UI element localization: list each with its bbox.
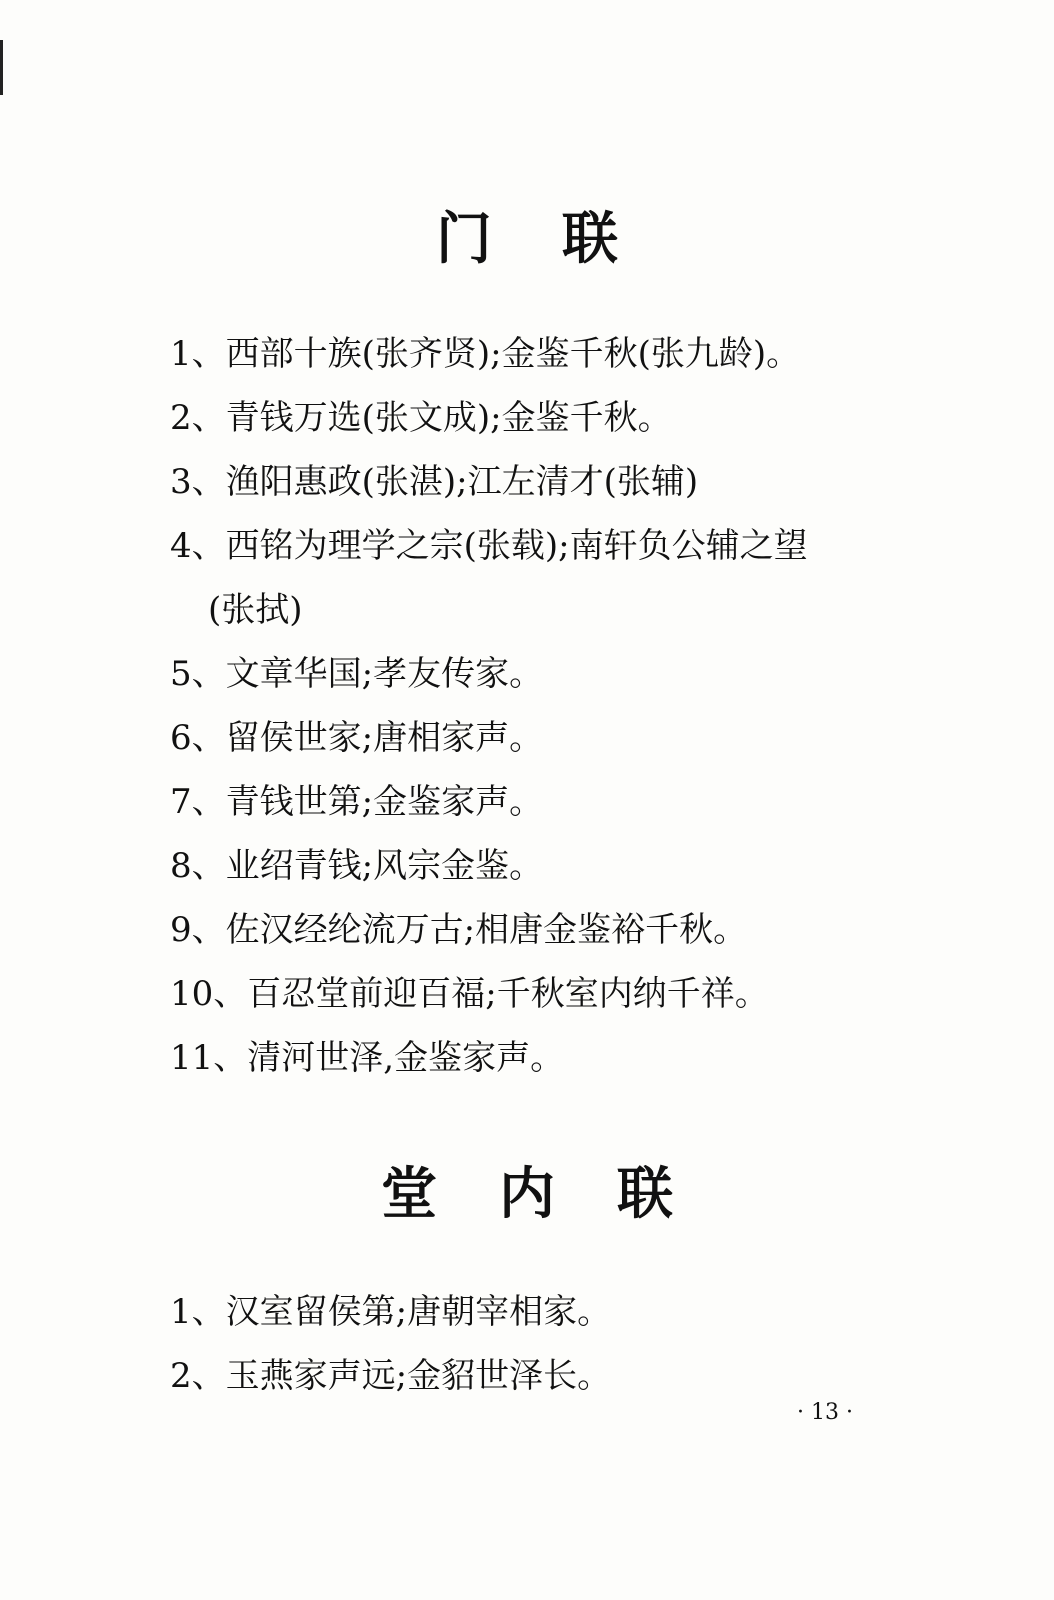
item-text: 6、留侯世家;唐相家声。 (170, 718, 544, 758)
list-item (170, 898, 930, 962)
item-text: 4、西铭为理学之宗(张载);南轩负公辅之望 (170, 526, 808, 566)
section-title-hall-couplets (0, 1150, 1054, 1230)
item-text: 2、青钱万选(张文成);金鉴千秋。 (170, 398, 672, 438)
section-title-door-couplets (0, 195, 1054, 275)
title-char: 内 (499, 1161, 555, 1227)
list-item (170, 1344, 930, 1408)
item-text: 9、佐汉经纶流万古;相唐金鉴裕千秋。 (170, 910, 748, 950)
list-item (170, 514, 930, 642)
list-item (170, 450, 930, 514)
list-item (170, 962, 930, 1026)
item-text: 11、清河世泽,金鉴家声。 (170, 1038, 565, 1078)
list-item (170, 706, 930, 770)
list-item (170, 386, 930, 450)
item-continuation: (张拭) (208, 590, 303, 630)
title-char: 堂 (381, 1161, 437, 1227)
page-number: · 13 · (797, 1400, 853, 1425)
item-text: 3、渔阳惠政(张湛);江左清才(张辅) (170, 462, 699, 502)
title-char: 联 (562, 206, 618, 272)
list-item (170, 834, 930, 898)
list-item (170, 1026, 930, 1090)
list-item (170, 1280, 930, 1344)
item-text: 8、业绍青钱;风宗金鉴。 (170, 846, 544, 886)
list-item (170, 770, 930, 834)
hall-couplets-list (170, 1280, 930, 1408)
item-text: 2、玉燕家声远;金貂世泽长。 (170, 1356, 612, 1396)
item-text: 1、西部十族(张齐贤);金鉴千秋(张九龄)。 (170, 334, 801, 374)
list-item (170, 642, 930, 706)
title-char: 联 (617, 1161, 673, 1227)
item-text: 5、文章华国;孝友传家。 (170, 654, 544, 694)
item-text: 7、青钱世第;金鉴家声。 (170, 782, 544, 822)
item-text: 10、百忍堂前迎百福;千秋室内纳千祥。 (170, 974, 769, 1014)
list-item (170, 322, 930, 386)
title-char: 门 (436, 206, 492, 272)
item-text: 1、汉室留侯第;唐朝宰相家。 (170, 1292, 612, 1332)
door-couplets-list (170, 322, 930, 1090)
scan-edge-mark (0, 40, 3, 95)
